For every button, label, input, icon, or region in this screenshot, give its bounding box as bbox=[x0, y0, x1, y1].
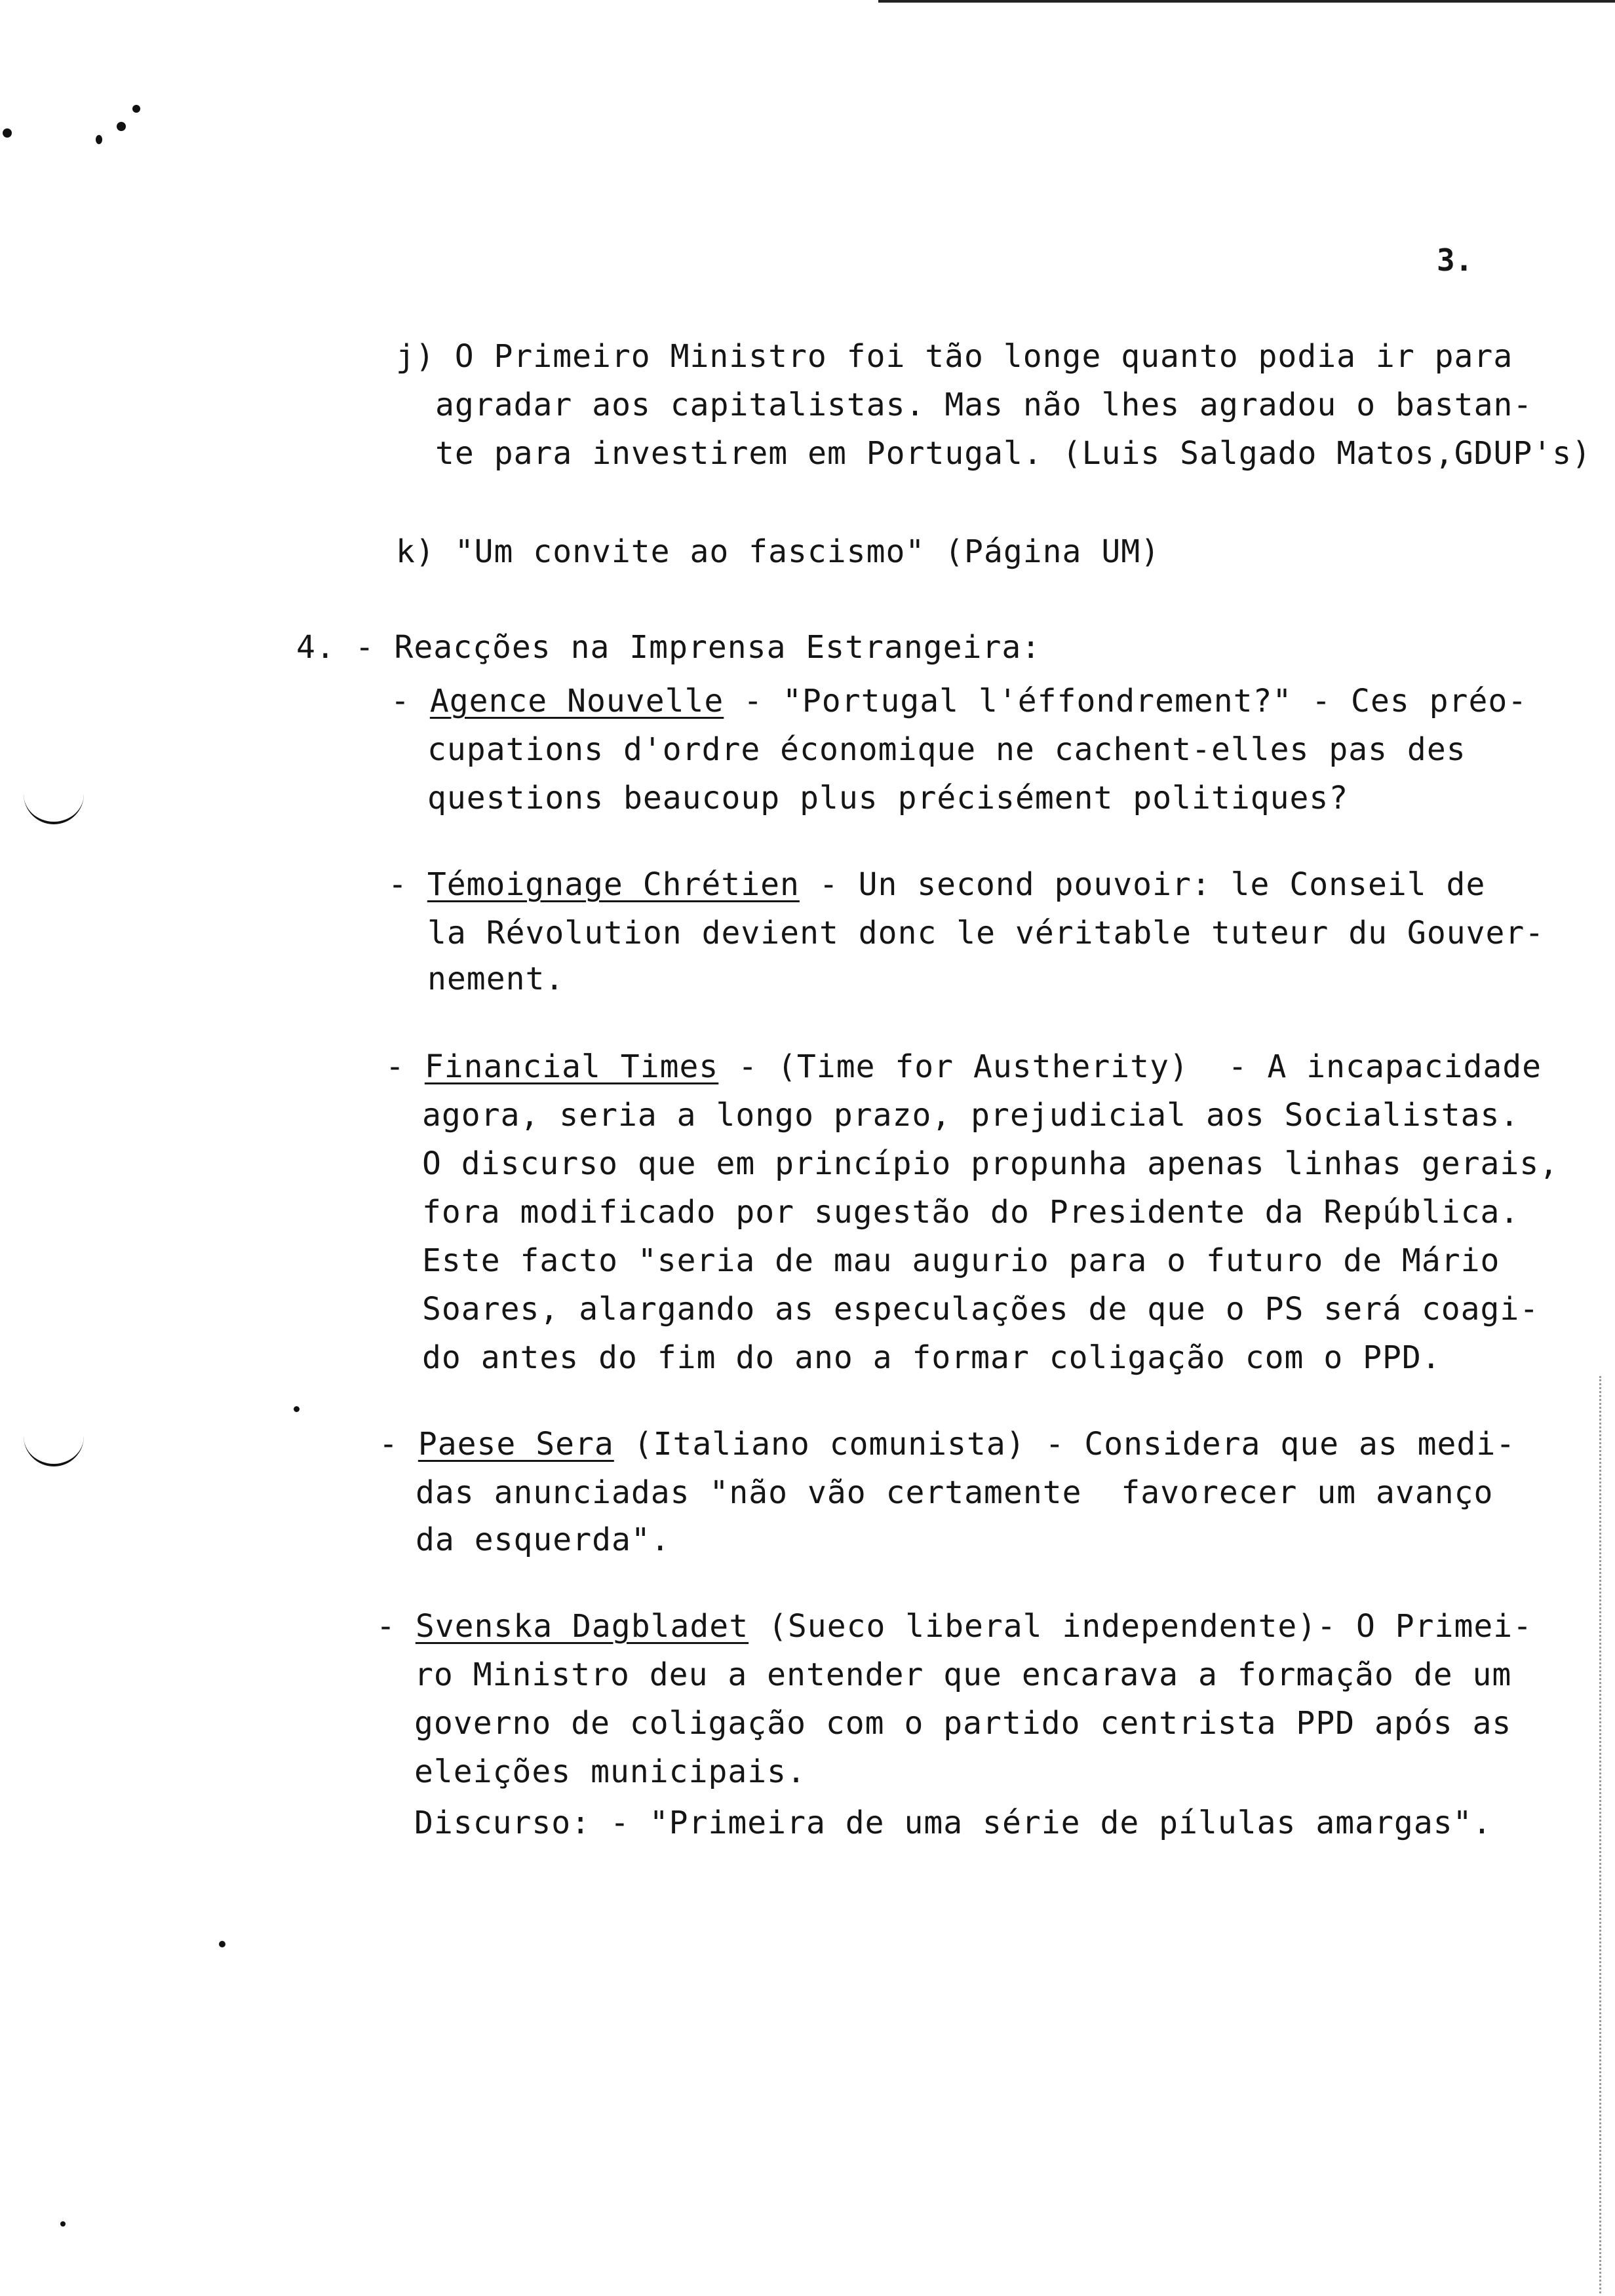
press-entry-financial-times bbox=[385, 1047, 1542, 1086]
scan-speck bbox=[96, 135, 102, 144]
top-edge-rule bbox=[878, 0, 1615, 3]
punch-hole-arc bbox=[24, 793, 84, 824]
entry-dash: - bbox=[385, 1048, 405, 1085]
entry-line: das anunciadas "não vão certamente favorecer um avanço bbox=[416, 1474, 1494, 1511]
entry-text: - Un second pouvoir: le Conseil de bbox=[799, 866, 1486, 903]
entry-line: cupations d'ordre économique ne cachent-elles pas des bbox=[427, 731, 1466, 768]
entry-line: Discurso: - "Primeira de uma série de pílulas amargas". bbox=[414, 1805, 1492, 1841]
entry-text: (Sueco liberal independente)- O Primei- bbox=[749, 1608, 1533, 1645]
entry-dash: - bbox=[376, 1608, 396, 1645]
entry-line: eleições municipais. bbox=[414, 1753, 806, 1790]
entry-dash: - bbox=[388, 866, 408, 903]
entry-line: da esquerda". bbox=[416, 1521, 671, 1558]
scan-speck bbox=[3, 128, 12, 138]
entry-line: ro Ministro deu a entender que encarava a formação de um bbox=[414, 1656, 1512, 1693]
entry-line: Este facto "seria de mau augurio para o futuro de Mário bbox=[422, 1242, 1500, 1279]
press-source: Financial Times bbox=[424, 1048, 719, 1085]
scan-speck bbox=[60, 2221, 66, 2227]
item-j-line: te para investirem em Portugal. (Luis Salgado Matos,GDUP's) bbox=[435, 435, 1592, 472]
entry-line: do antes do fim do ano a formar coligação com o PPD. bbox=[422, 1339, 1441, 1376]
press-source: Paese Sera bbox=[418, 1426, 614, 1463]
press-source: Témoignage Chrétien bbox=[427, 866, 800, 903]
section-4-heading: 4. - Reacções na Imprensa Estrangeira: bbox=[296, 629, 1041, 666]
entry-text: (Italiano comunista) - Considera que as medi- bbox=[613, 1426, 1516, 1463]
entry-line: governo de coligação com o partido centrista PPD após as bbox=[414, 1705, 1512, 1742]
item-j-line: agradar aos capitalistas. Mas não lhes agradou o bastan- bbox=[435, 387, 1533, 423]
entry-line: fora modificado por sugestão do Presidente da República. bbox=[422, 1194, 1520, 1231]
entry-line: agora, seria a longo prazo, prejudicial aos Socialistas. bbox=[422, 1097, 1520, 1134]
page-number: 3. bbox=[1437, 242, 1473, 278]
press-entry-agence-nouvelle bbox=[391, 681, 1527, 721]
entry-dash: - bbox=[391, 683, 410, 719]
press-entry-temoignage-chretien bbox=[388, 865, 1485, 904]
press-source: Svenska Dagbladet bbox=[415, 1608, 749, 1645]
entry-line: questions beaucoup plus précisément politiques? bbox=[427, 780, 1349, 816]
entry-text: - (Time for Austherity) - A incapacidade bbox=[718, 1048, 1542, 1085]
scan-speck bbox=[294, 1406, 300, 1412]
entry-line: la Révolution devient donc le véritable tuteur du Gouver- bbox=[427, 915, 1545, 951]
press-entry-svenska-dagbladet bbox=[376, 1607, 1532, 1646]
scan-speck bbox=[219, 1941, 225, 1947]
entry-line: O discurso que em princípio propunha apenas linhas gerais, bbox=[422, 1145, 1559, 1182]
scan-speck bbox=[117, 122, 126, 131]
entry-line: Soares, alargando as especulações de que o PS será coagi- bbox=[422, 1291, 1540, 1328]
scan-speck bbox=[132, 105, 140, 113]
entry-line: nement. bbox=[427, 961, 565, 997]
punch-hole-arc bbox=[24, 1435, 84, 1466]
press-entry-paese-sera bbox=[379, 1425, 1515, 1464]
press-source: Agence Nouvelle bbox=[429, 683, 724, 719]
item-k-line: k) "Um convite ao fascismo" (Página UM) bbox=[396, 533, 1161, 570]
right-edge-mark bbox=[1599, 1376, 1603, 2293]
entry-dash: - bbox=[379, 1426, 399, 1463]
item-j-line: j) O Primeiro Ministro foi tão longe quanto podia ir para bbox=[396, 338, 1513, 375]
entry-text: - "Portugal l'éffondrement?" - Ces préo- bbox=[724, 683, 1528, 719]
